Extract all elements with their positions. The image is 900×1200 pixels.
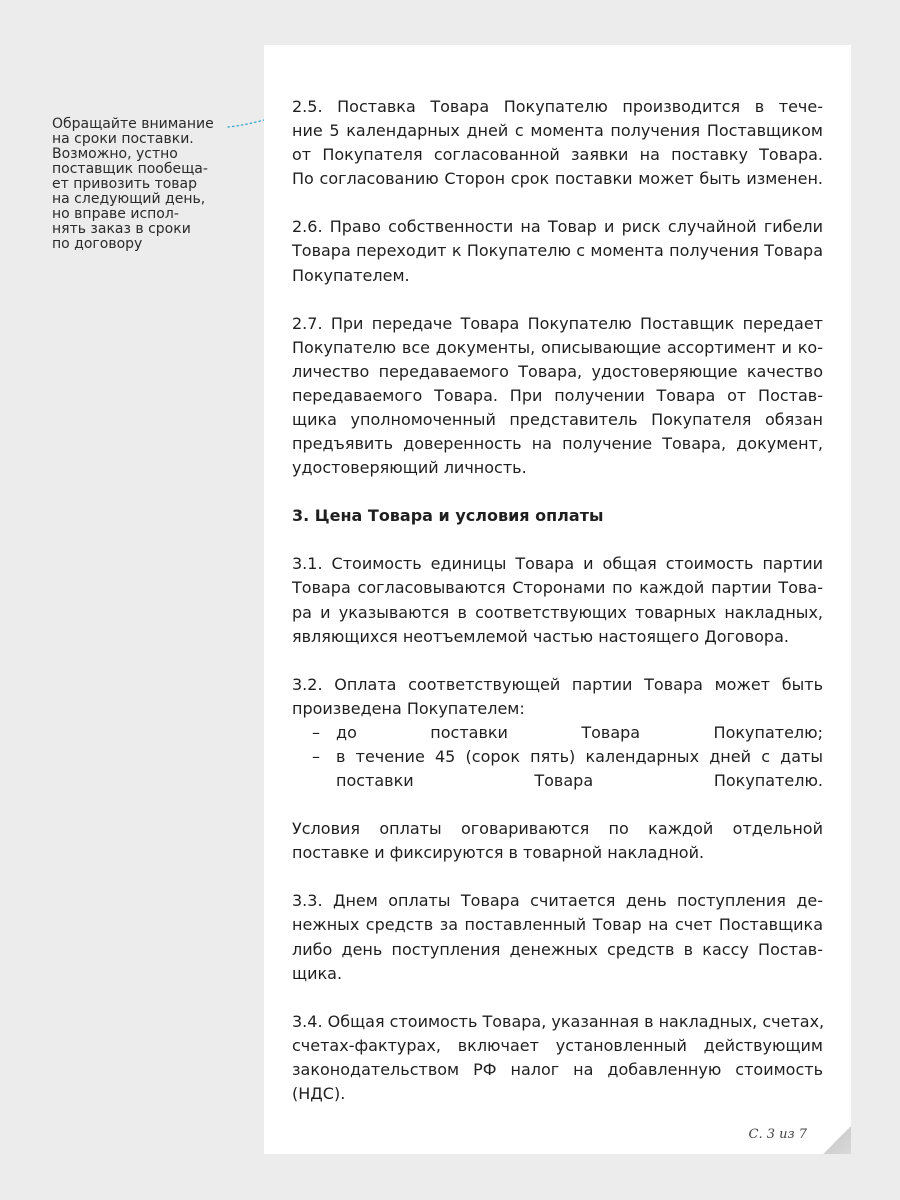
text-line: (НДС). <box>292 1084 346 1103</box>
text-line: По согласованию Сторон срок поставки может быть изменен. <box>292 169 823 189</box>
text-line: личество передаваемого Товара, удостоверяющие качество <box>292 361 823 381</box>
text-line: Условия оплаты оговариваются по каждой отдельной <box>292 819 823 839</box>
payment-conditions <box>292 817 823 865</box>
text-line: 2.6. Право собственности на Товар и риск случайной гибели <box>292 217 823 237</box>
document-body <box>292 95 823 1130</box>
text-line: 3.4. Общая стоимость Товара, указанная в накладных, счетах, <box>292 1011 825 1031</box>
text-line: произведена Покупателем: <box>292 698 525 718</box>
text-line: поставки Товара Покупателю. <box>336 771 823 791</box>
text-line: Товара согласовываются Сторонами по каждой партии Това- <box>292 578 823 598</box>
margin-note-line: на следующий день, <box>52 191 206 207</box>
text-line: передаваемого Товара. При получении Товара от Постав- <box>292 385 823 405</box>
text-line: ние 5 календарных дней с момента получения Поставщиком <box>292 121 823 141</box>
text-line: 2.5. Поставка Товара Покупателю производится в тече- <box>292 97 823 116</box>
margin-note <box>52 117 242 252</box>
page-number: С. 3 из 7 <box>748 1127 807 1142</box>
text-line: Покупателю все документы, описывающие ассортимент и ко- <box>292 337 823 357</box>
list-dash: – <box>312 722 320 742</box>
text-line: щика. <box>292 963 343 983</box>
text-line: от Покупателя согласованной заявки на поставку Товара. <box>292 145 823 165</box>
margin-note-line: на сроки поставки. <box>52 131 194 147</box>
text-line: удостоверяющий личность. <box>292 458 527 478</box>
clause-2-6 <box>292 215 823 287</box>
clause-2-5 <box>292 95 823 191</box>
text-line: законодательством РФ налог на добавленную стоимость <box>292 1059 823 1079</box>
margin-note-line: Обращайте внимание <box>52 116 214 132</box>
clause-3-1 <box>292 552 823 648</box>
text-line: являющихся неотъемлемой частью настоящего Договора. <box>292 626 789 646</box>
list-item <box>292 721 823 745</box>
text-line: 3.3. Днем оплаты Товара считается день поступления де- <box>292 891 823 911</box>
text-line: Товара переходит к Покупателю с момента получения Товара <box>292 241 823 261</box>
text-line: предъявить доверенность на получение Товара, документ, <box>292 434 823 454</box>
text-line: в течение 45 (сорок пять) календарных дней с даты <box>336 746 823 766</box>
text-line: 3.1. Стоимость единицы Товара и общая стоимость партии <box>292 554 823 574</box>
text-line: нежных средств за поставленный Товар на счет Поставщика <box>292 915 823 935</box>
list-dash: – <box>312 746 320 766</box>
margin-note-line: ет привозить товар <box>52 176 198 192</box>
margin-note-line: но вправе испол- <box>52 206 179 222</box>
margin-note-line: по договору <box>52 236 143 252</box>
text-line: щика уполномоченный представитель Покупателя обязан <box>292 410 823 430</box>
clause-3-2 <box>292 673 823 793</box>
section-heading: 3. Цена Товара и условия оплаты <box>292 506 604 526</box>
text-line: 3.2. Оплата соответствующей партии Товара может быть <box>292 674 823 694</box>
clause-2-7 <box>292 312 823 481</box>
clause-3-4 <box>292 1010 823 1106</box>
text-line: до поставки Товара Покупателю; <box>336 722 823 742</box>
text-line: либо день поступления денежных средств в кассу Постав- <box>292 939 823 959</box>
text-line: ра и указываются в соответствующих товарных накладных, <box>292 602 823 622</box>
text-line: поставке и фиксируются в товарной накладной. <box>292 843 705 863</box>
text-line: 2.7. При передаче Товара Покупателю Поставщик передает <box>292 313 823 333</box>
page-corner-fold <box>823 1126 851 1154</box>
list-item <box>292 745 823 793</box>
document-page <box>264 45 851 1154</box>
margin-note-line: нять заказ в сроки <box>52 221 191 237</box>
text-line: Покупателем. <box>292 265 410 285</box>
text-line: счетах-фактурах, включает установленный действующим <box>292 1035 823 1055</box>
clause-3-3 <box>292 889 823 985</box>
margin-note-line: поставщик пообеща- <box>52 161 208 177</box>
margin-note-line: Возможно, устно <box>52 146 178 162</box>
